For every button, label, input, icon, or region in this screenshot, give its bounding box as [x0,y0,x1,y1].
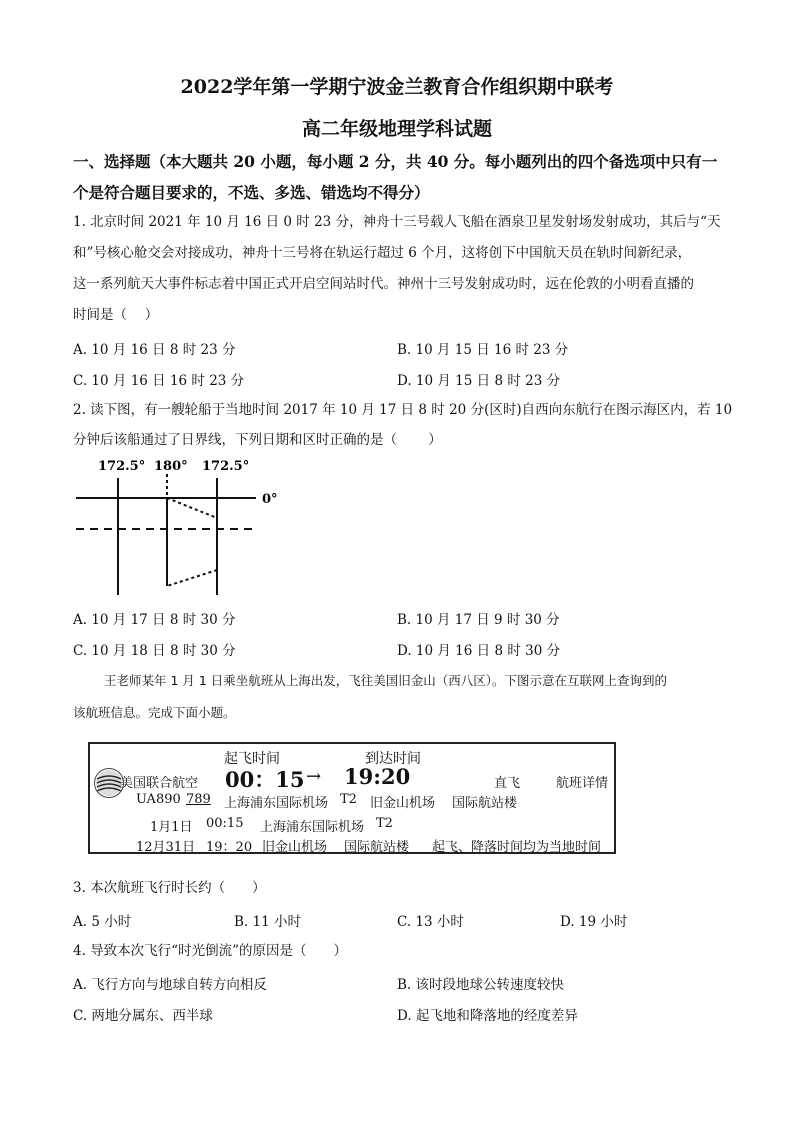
to-terminal: 国际航站楼 [452,796,518,811]
row1-date: 1月1日 [150,820,193,835]
from-airport: 上海浦东国际机场 [224,796,329,811]
q4-stem: 4. 导致本次飞行“时光倒流”的原因是（ ） [73,943,347,959]
q3-option-d[interactable]: D. 19 小时 [560,914,628,930]
dateline-bend-top [167,498,217,518]
arrive-time-label: 到达时间 [365,751,421,767]
row2-terminal: 国际航站楼 [344,840,410,855]
airline-name: 美国联合航空 [120,776,199,791]
q1-option-a[interactable]: A. 10 月 16 日 8 时 23 分 [73,342,236,358]
q3-option-c[interactable]: C. 13 小时 [397,914,464,930]
q1-line: 和”号核心舱交会对接成功，神舟十三号将在轨运行超过 6 个月，这将创下中国航天员在轨时间新纪录， [73,245,692,261]
lat-label: 0° [262,492,278,507]
q3-stem: 3. 本次航班飞行时长约（ ） [73,880,266,896]
q2-line: 2. 读下图，有一艘轮船于当地时间 2017 年 10 月 17 日 8 时 20 分(区时)自西向东航行在图示海区内，若 10 [73,402,733,418]
q4-option-a[interactable]: A. 飞行方向与地球自转方向相反 [73,977,267,993]
q1-option-b[interactable]: B. 10 月 15 日 16 时 23 分 [397,342,569,358]
exam-subtitle: 高二年级地理学科试题 [301,118,492,140]
section-heading-line2: 个是符合题目要求的，不选、多选、错选均不得分） [73,183,430,202]
flight-details-link[interactable]: 航班详情 [556,776,609,791]
q1-line: 时间是（ ） [73,307,159,323]
lon-label-right: 172.5° [202,459,250,474]
intro-line1: 王老师某年 1 月 1 日乘坐航班从上海出发，飞往美国旧金山（西八区）。下图示意在互联网上查询到的 [104,673,668,688]
row2-date: 12月31日 [136,840,196,855]
q1-line: 这一系列航天大事件标志着中国正式开启空间站时代。神州十三号发射成功时，远在伦敦的小明看直播的 [73,276,694,292]
intro-line2: 该航班信息。完成下面小题。 [73,705,236,720]
q2-option-b[interactable]: B. 10 月 17 日 9 时 30 分 [397,612,560,628]
q1-option-c[interactable]: C. 10 月 16 日 16 时 23 分 [73,373,245,389]
q2-option-c[interactable]: C. 10 月 18 日 8 时 30 分 [73,643,236,659]
row1-time: 00:15 [206,816,244,831]
q1-option-d[interactable]: D. 10 月 15 日 8 时 23 分 [397,373,561,389]
row1-airport: 上海浦东国际机场 [260,820,365,835]
to-airport: 旧金山机场 [370,796,436,811]
aircraft-type[interactable]: 789 [186,792,211,807]
row2-time: 19：20 [206,840,253,855]
exam-title: 2022学年第一学期宁波金兰教育合作组织期中联考 [180,76,614,98]
depart-time: 00：15 [225,767,305,792]
arrow-icon: → [306,766,322,787]
q1-line: 1. 北京时间 2021 年 10 月 16 日 0 时 23 分，神舟十三号载人飞船在酒泉卫星发射场发射成功，其后与“天 [73,214,721,230]
q2-option-d[interactable]: D. 10 月 16 日 8 时 30 分 [397,643,561,659]
direct-flight-label: 直飞 [494,776,521,791]
q3-option-a[interactable]: A. 5 小时 [73,914,132,930]
q2-line: 分钟后该船通过了日界线，下列日期和区时正确的是（ ） [73,432,442,448]
flight-info-panel [88,742,616,854]
from-terminal: T2 [340,792,357,807]
row1-terminal: T2 [376,816,393,831]
arrive-time: 19:20 [344,764,411,789]
dateline-bend-bottom [167,570,217,586]
section-heading-line1: 一、选择题（本大题共 20 小题，每小题 2 分，共 40 分。每小题列出的四个备选项中只有一 [73,152,718,171]
q4-option-d[interactable]: D. 起飞地和降落地的经度差异 [397,1008,578,1024]
local-time-note: 起飞、降落时间均为当地时间 [432,840,602,855]
depart-time-label: 起飞时间 [224,751,280,767]
q4-option-b[interactable]: B. 该时段地球公转速度较快 [397,977,565,993]
globe-icon [95,769,123,797]
flight-number: UA890 [136,792,181,807]
lon-label-mid: 180° [154,459,188,474]
lon-label-left: 172.5° [98,459,146,474]
dateline-figure [70,452,290,600]
q3-option-b[interactable]: B. 11 小时 [234,914,301,930]
q2-option-a[interactable]: A. 10 月 17 日 8 时 30 分 [73,612,236,628]
row2-airport: 旧金山机场 [262,840,328,855]
q4-option-c[interactable]: C. 两地分属东、西半球 [73,1008,213,1024]
